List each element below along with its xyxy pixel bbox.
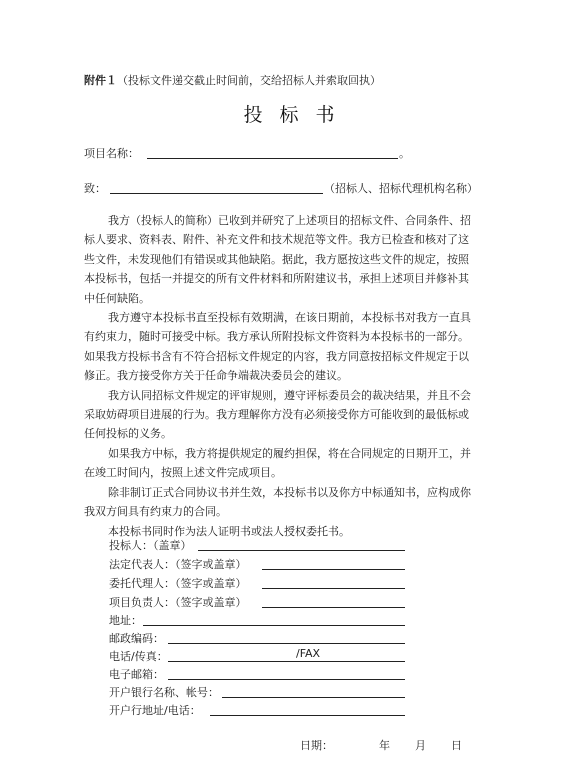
- paragraph-line: 我方（投标人的简称）已收到并研究了上述项目的招标文件、合同条件、招: [108, 214, 471, 227]
- bank-address-label: 开户行地址/电话：: [109, 704, 201, 717]
- legal-rep-line: [262, 569, 405, 570]
- postcode-label: 邮政编码：: [109, 632, 164, 645]
- email-label: 电子邮箱：: [109, 668, 164, 681]
- paragraph-line: 如果我方投标书含有不符合招标文件规定的内容，我方同意按招标文件规定于以: [84, 349, 469, 363]
- email-line: [168, 679, 405, 680]
- letter-body: [84, 211, 504, 541]
- paragraph-line: 本投标书同时作为法人证明书或法人授权委托书。: [108, 524, 350, 538]
- paragraph-line: 本投标书，包括一并提交的所有文件材料和所附建议书，承担上述项目并修补其: [84, 272, 469, 286]
- date-day: 日: [451, 739, 462, 752]
- to-line: [110, 193, 323, 194]
- paragraph-line: 中任何缺陷。: [84, 291, 150, 305]
- date-year: 年: [379, 739, 390, 752]
- document-title: 投标书: [243, 104, 352, 126]
- paragraph-4: [84, 444, 504, 483]
- paragraph-line: 有约束力，随时可接受中标。我方承认所附投标文件资料为本投标书的一部分。: [84, 330, 469, 344]
- paragraph-line: 在竣工时间内，按照上述文件完成项目。: [84, 466, 282, 480]
- address-line: [143, 625, 405, 626]
- paragraph-2: [84, 308, 504, 386]
- postcode-line: [168, 643, 405, 644]
- bank-account-line: [222, 697, 405, 698]
- project-name-label: 项目名称：: [84, 147, 139, 160]
- paragraph-line: 修正。我方接受你方关于任命争端裁决委员会的建议。: [84, 369, 348, 383]
- project-lead-line: [262, 607, 405, 608]
- appendix-note: （投标文件递交截止时间前，交给招标人并索取回执）: [117, 74, 381, 87]
- address-label: 地址：: [109, 614, 142, 627]
- date-month: 月: [415, 739, 426, 752]
- paragraph-line: 任何投标的义务。: [84, 427, 172, 441]
- legal-rep-label: 法定代表人：（签字或盖章）: [109, 558, 247, 571]
- project-lead-label: 项目负责人：（签字或盖章）: [109, 596, 247, 609]
- paragraph-line: 采取妨碍项目进展的行为。我方理解你方没有必须接受你方可能收到的最低标或: [84, 408, 469, 422]
- paragraph-1: [84, 211, 504, 308]
- paragraph-line: 如果我方中标，我方将提供规定的履约担保，将在合同规定的日期开工，并: [108, 446, 471, 460]
- agent-line: [262, 588, 405, 589]
- paragraph-line: 我双方间具有约束力的合同。: [84, 505, 227, 519]
- date-label: 日期：: [300, 739, 333, 752]
- fax-marker: /FAX: [296, 647, 321, 660]
- phone-fax-line: [168, 661, 405, 662]
- bidder-seal-label: 投标人：（盖章）: [109, 539, 192, 552]
- paragraph-line: 些文件，未发现他们有错误或其他缺陷。据此，我方愿按这些文件的规定，按照: [84, 252, 469, 266]
- agent-label: 委托代理人：（签字或盖章）: [109, 577, 247, 590]
- bank-account-label: 开户银行名称、帐号：: [109, 686, 219, 699]
- paragraph-line: 我方认同招标文件规定的评审规则，遵守评标委员会的裁决结果，并且不会: [108, 388, 471, 402]
- paragraph-line: 我方遵守本投标书直至投标有效期满，在该日期前，本投标书对我方一直具: [108, 311, 471, 325]
- to-label: 致：: [84, 182, 106, 195]
- paragraph-5: [84, 483, 504, 522]
- phone-fax-label: 电话/传真：: [109, 650, 168, 663]
- appendix-header: [84, 72, 381, 88]
- bidder-seal-line: [198, 550, 405, 551]
- bank-address-line: [210, 715, 405, 716]
- paragraph-line: 除非制订正式合同协议书并生效，本投标书以及你方中标通知书，应构成你: [108, 485, 471, 499]
- project-name-suffix: 。: [399, 147, 410, 160]
- paragraph-3: [84, 386, 504, 444]
- project-name-line: [147, 158, 398, 159]
- appendix-label: 附件１: [84, 74, 117, 87]
- to-suffix: （招标人、招标代理机构名称）: [324, 182, 478, 195]
- paragraph-line: 标人要求、资料表、附件、补充文件和技术规范等文件。我方已检查和核对了这: [84, 233, 469, 247]
